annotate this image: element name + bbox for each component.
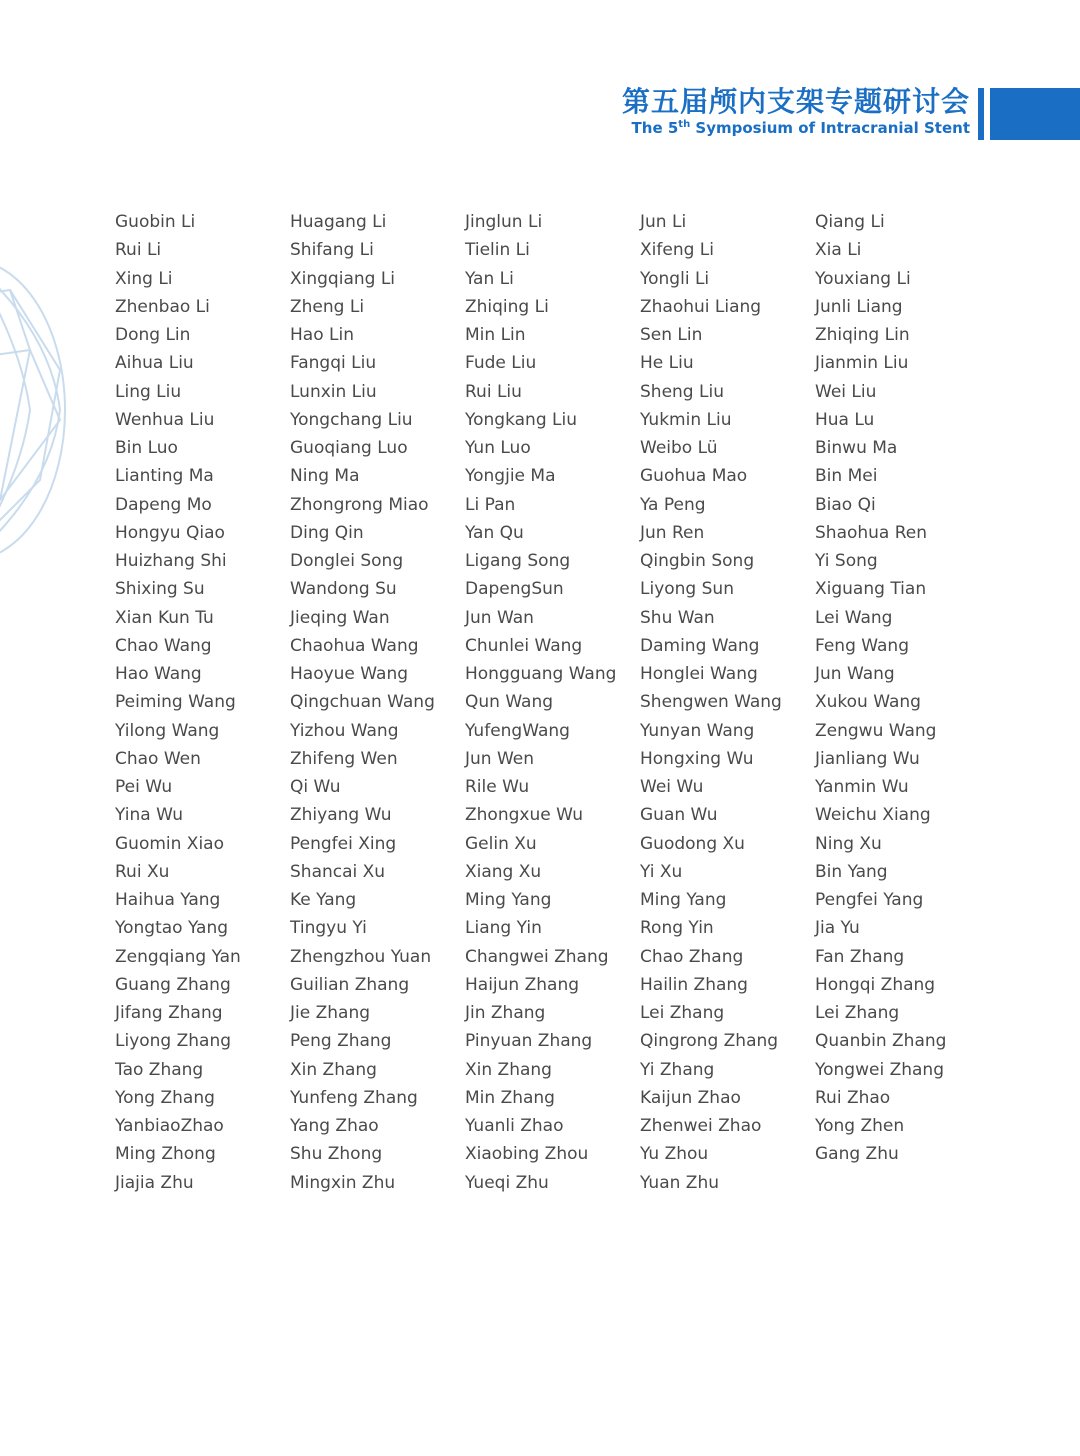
participant-name: Shengwen Wang: [640, 692, 782, 713]
participant-name: Qingrong Zhang: [640, 1031, 779, 1052]
participant-name: Zhiqing Li: [465, 296, 549, 317]
participant-name: Pengfei Yang: [815, 890, 924, 910]
participant-name: Haijun Zhang: [465, 974, 580, 995]
participant-name: Jun Wen: [465, 748, 535, 769]
participant-name: Yongkang Liu: [465, 409, 577, 430]
participant-name: Rong Yin: [640, 918, 714, 939]
participant-name: Shixing Su: [115, 579, 205, 600]
participant-name: Youxiang Li: [815, 268, 911, 289]
participant-name: Zhaohui Liang: [640, 296, 762, 317]
participant-name: Xiang Xu: [465, 861, 542, 882]
participant-name: He Liu: [640, 353, 694, 374]
participant-name: Ming Yang: [465, 890, 552, 910]
participant-name: Chao Zhang: [640, 946, 744, 967]
participant-name: Pengfei Xing: [290, 833, 397, 854]
participant-name: Yongli Li: [640, 268, 710, 289]
participant-name: Xifeng Li: [640, 240, 714, 261]
participant-name: Jun Wan: [465, 607, 534, 628]
participant-name: Rui Xu: [115, 861, 170, 882]
participant-name: Guodong Xu: [640, 833, 745, 854]
title-en-prefix: The 5: [631, 119, 679, 137]
participant-name: Chunlei Wang: [465, 635, 583, 656]
participant-name: Yunfeng Zhang: [290, 1087, 418, 1108]
header-accent-line: [978, 88, 984, 140]
participant-name: Junli Liang: [815, 296, 903, 317]
participant-name: Xin Zhang: [465, 1059, 552, 1080]
name-column-4: [640, 208, 815, 1197]
participant-name: Shancai Xu: [290, 861, 386, 882]
participant-name: Ke Yang: [290, 890, 357, 910]
participant-name: Tingyu Yi: [290, 918, 367, 939]
participant-name: Honglei Wang: [640, 664, 758, 684]
participant-name: Weichu Xiang: [815, 805, 931, 826]
title-en-ordinal-suffix: th: [678, 119, 691, 130]
participant-name: Li Pan: [465, 494, 516, 515]
participant-name: Zhenwei Zhao: [640, 1116, 762, 1136]
participant-name: Xing Li: [115, 268, 173, 289]
participant-name: Yi Xu: [640, 861, 683, 882]
participant-name: Qun Wang: [465, 692, 554, 713]
participant-name: Qingchuan Wang: [290, 692, 435, 713]
participant-name: Shaohua Ren: [815, 522, 928, 543]
participant-name: Yongtao Yang: [115, 918, 229, 939]
participant-name: Xiguang Tian: [815, 579, 927, 600]
participant-name: Shu Wan: [640, 607, 715, 628]
participant-name: Yina Wu: [115, 805, 184, 826]
participant-name: Hongguang Wang: [465, 664, 617, 684]
participant-name: Rui Liu: [465, 381, 522, 402]
participant-name: Biao Qi: [815, 494, 876, 515]
participant-name: Liyong Sun: [640, 579, 734, 600]
participant-name: Chao Wen: [115, 748, 201, 769]
participant-name: Min Zhang: [465, 1087, 555, 1108]
participant-name: Feng Wang: [815, 635, 909, 656]
participant-name: Wei Liu: [815, 381, 877, 402]
participant-name: Yan Li: [465, 268, 514, 289]
participant-name: Zhengzhou Yuan: [290, 946, 432, 967]
participant-name: Jinglun Li: [465, 212, 543, 232]
participant-name: Shifang Li: [290, 240, 374, 261]
participant-name: Yong Zhang: [115, 1087, 215, 1108]
participant-name: Guomin Xiao: [115, 833, 224, 854]
participant-name: Chao Wang: [115, 635, 212, 656]
participant-name: Jie Zhang: [290, 1003, 371, 1023]
participant-name: Yi Song: [815, 551, 878, 571]
participant-name: Yongjie Ma: [465, 466, 556, 487]
participant-name: Sen Lin: [640, 325, 703, 345]
participant-name: Hao Lin: [290, 325, 354, 345]
name-column-5: [815, 208, 990, 1169]
participant-name: Liyong Zhang: [115, 1031, 232, 1052]
participant-name: Zhongrong Miao: [290, 494, 429, 515]
participant-name: Yanmin Wu: [815, 777, 909, 797]
participant-name: Guobin Li: [115, 212, 196, 232]
participant-name: Quanbin Zhang: [815, 1031, 947, 1052]
participant-name: Bin Luo: [115, 438, 178, 458]
participant-name: Lei Wang: [815, 607, 893, 628]
participant-name: Tielin Li: [465, 240, 530, 261]
participant-name: Zengqiang Yan: [115, 946, 241, 967]
participant-name: Yuanli Zhao: [465, 1116, 564, 1136]
participant-name: Peiming Wang: [115, 692, 236, 713]
name-column-2: [290, 208, 465, 1197]
participant-name: Jin Zhang: [465, 1003, 546, 1023]
participant-name: Zhongxue Wu: [465, 805, 584, 826]
participant-name: Lunxin Liu: [290, 381, 377, 402]
participant-name: Yuan Zhu: [640, 1172, 719, 1193]
participant-name: Jiajia Zhu: [115, 1172, 194, 1193]
participant-name: Gelin Xu: [465, 833, 537, 854]
participant-name: Shu Zhong: [290, 1144, 383, 1165]
participant-name: Zhiyang Wu: [290, 805, 392, 826]
participant-name: Min Lin: [465, 325, 526, 345]
participant-name: Hongqi Zhang: [815, 974, 936, 995]
participant-name: Rile Wu: [465, 777, 530, 797]
symposium-title-english: [622, 118, 970, 138]
participant-name: Qingbin Song: [640, 551, 755, 571]
participant-name: Jun Wang: [815, 664, 895, 684]
name-column-1: [115, 208, 290, 1197]
participant-name: Yi Zhang: [640, 1059, 715, 1080]
participant-name: YufengWang: [465, 720, 570, 741]
participant-name: Lei Zhang: [640, 1003, 725, 1023]
participant-name: Xia Li: [815, 240, 862, 261]
participant-name: Ning Xu: [815, 833, 882, 854]
participant-name: Fan Zhang: [815, 946, 905, 967]
participant-name: Guoqiang Luo: [290, 438, 408, 458]
participant-name: Hongxing Wu: [640, 748, 754, 769]
participant-name: Xukou Wang: [815, 692, 921, 713]
participant-name: Ligang Song: [465, 551, 571, 571]
participant-name: Wei Wu: [640, 777, 704, 797]
participant-name: Haoyue Wang: [290, 664, 409, 684]
participant-name: Zhifeng Wen: [290, 748, 398, 769]
header-title-group: [622, 84, 970, 138]
participant-name: Liang Yin: [465, 918, 542, 939]
participant-name: Gang Zhu: [815, 1144, 899, 1165]
participant-name: Hailin Zhang: [640, 974, 748, 995]
participant-name: Hua Lu: [815, 409, 875, 430]
participant-name: Sheng Liu: [640, 381, 724, 402]
decorative-globe-graphic: [0, 250, 70, 570]
participant-name: Yunyan Wang: [640, 720, 755, 741]
participant-name: Wenhua Liu: [115, 409, 215, 430]
participant-name: Xingqiang Li: [290, 268, 396, 289]
participant-name: Pinyuan Zhang: [465, 1031, 593, 1052]
participant-name: Huagang Li: [290, 212, 387, 232]
participant-name: Hongyu Qiao: [115, 522, 225, 543]
participant-name: Daming Wang: [640, 635, 760, 656]
participant-name: Lianting Ma: [115, 466, 214, 487]
participant-name: Yu Zhou: [640, 1144, 709, 1165]
participant-name: Kaijun Zhao: [640, 1087, 741, 1108]
participant-name: Ling Liu: [115, 381, 182, 402]
participant-name: Yueqi Zhu: [465, 1172, 549, 1193]
participant-name: Yilong Wang: [115, 720, 220, 741]
participant-name: Yan Qu: [465, 522, 524, 543]
header-accent-block: [990, 88, 1080, 140]
symposium-title-chinese: 第五届颅内支架专题研讨会: [621, 85, 970, 118]
participant-name: Bin Mei: [815, 466, 878, 487]
participant-name: Ning Ma: [290, 466, 360, 487]
participant-name: Qi Wu: [290, 777, 341, 797]
participant-name: Jianliang Wu: [815, 748, 920, 769]
participant-name: Rui Zhao: [815, 1087, 891, 1108]
participant-name: Zengwu Wang: [815, 720, 937, 741]
participant-name: Qiang Li: [815, 212, 885, 232]
participant-name: Chaohua Wang: [290, 635, 419, 656]
participant-name: Xin Zhang: [290, 1059, 377, 1080]
participant-name: Fangqi Liu: [290, 353, 377, 374]
participant-name: Mingxin Zhu: [290, 1172, 396, 1193]
participant-name: Dapeng Mo: [115, 494, 212, 515]
participant-name: Ding Qin: [290, 522, 364, 543]
participant-name: Peng Zhang: [290, 1031, 392, 1052]
participant-name: Yukmin Liu: [640, 409, 732, 430]
participant-name: Huizhang Shi: [115, 551, 227, 571]
participant-name: Yizhou Wang: [290, 720, 399, 741]
participant-name: Changwei Zhang: [465, 946, 609, 967]
participant-name: Weibo Lü: [640, 438, 718, 458]
participant-name: YanbiaoZhao: [115, 1116, 224, 1136]
participant-name: Bin Yang: [815, 861, 888, 882]
participant-name: Zheng Li: [290, 296, 365, 317]
participant-name: Ya Peng: [640, 494, 706, 515]
participant-name: Fude Liu: [465, 353, 537, 374]
participant-name: Lei Zhang: [815, 1003, 900, 1023]
name-column-3: [465, 208, 640, 1197]
participant-name: Zhiqing Lin: [815, 325, 910, 345]
participant-name: Dong Lin: [115, 325, 191, 345]
participant-name: Hao Wang: [115, 664, 202, 684]
participant-name: Ming Yang: [640, 890, 727, 910]
participant-name: Yongchang Liu: [290, 409, 413, 430]
participant-name: Rui Li: [115, 240, 162, 261]
participant-name: Ming Zhong: [115, 1144, 216, 1165]
participant-name: Xian Kun Tu: [115, 607, 214, 628]
participant-name: Guan Wu: [640, 805, 718, 826]
participant-name: Yang Zhao: [290, 1116, 379, 1136]
participant-name: Jun Li: [640, 212, 687, 232]
participant-name: DapengSun: [465, 579, 564, 600]
participant-name: Jun Ren: [640, 522, 705, 543]
participant-name: Jia Yu: [815, 918, 860, 939]
participant-name: Donglei Song: [290, 551, 404, 571]
participant-name: Guang Zhang: [115, 974, 231, 995]
participant-name: Haihua Yang: [115, 890, 221, 910]
participant-name: Jieqing Wan: [290, 607, 390, 628]
participant-name: Zhenbao Li: [115, 296, 210, 317]
participant-name: Pei Wu: [115, 777, 173, 797]
participant-name: Guohua Mao: [640, 466, 748, 487]
participant-name: Yong Zhen: [815, 1116, 905, 1136]
participant-name: Binwu Ma: [815, 438, 898, 458]
participant-name: Xiaobing Zhou: [465, 1144, 589, 1165]
participant-name: Wandong Su: [290, 579, 397, 600]
participant-name: Yongwei Zhang: [815, 1059, 944, 1080]
participant-name: Tao Zhang: [115, 1059, 204, 1080]
participant-name: Guilian Zhang: [290, 974, 410, 995]
participant-name: Yun Luo: [465, 438, 531, 458]
participant-name: Jianmin Liu: [815, 353, 909, 374]
participant-name: Jifang Zhang: [115, 1003, 223, 1023]
title-en-suffix: Symposium of Intracranial Stent: [690, 119, 970, 137]
participant-name: Aihua Liu: [115, 353, 194, 374]
